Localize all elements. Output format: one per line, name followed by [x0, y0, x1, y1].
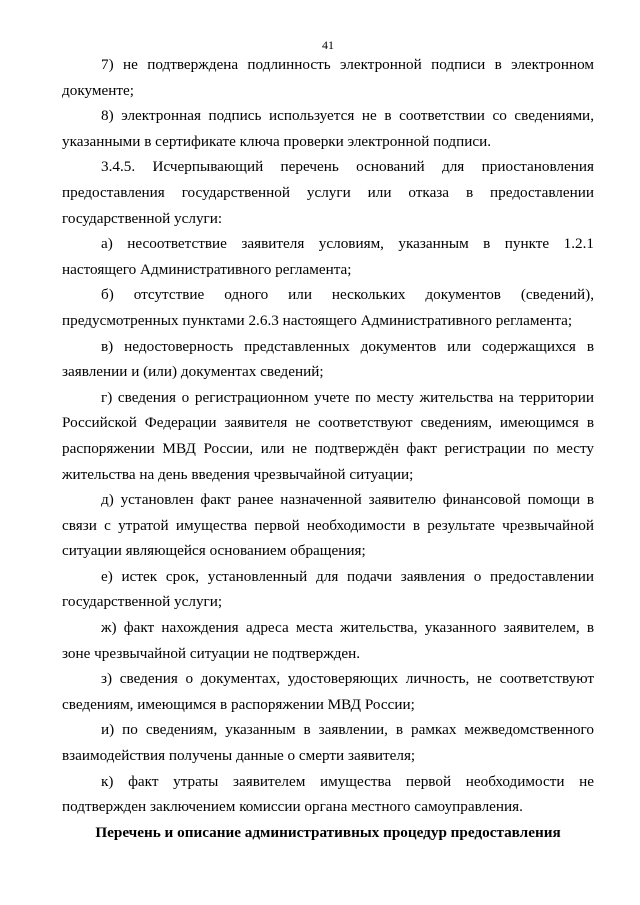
page-number: 41 [322, 38, 334, 52]
paragraph-item-e: е) истек срок, установленный для подачи заявления о предоставлении государственной услуги; [62, 567, 594, 611]
paragraph-item-v: в) недостоверность представленных документов или содержащихся в заявлении и (или) документах сведений; [62, 337, 594, 381]
paragraph-item-b: б) отсутствие одного или нескольких документов (сведений), предусмотренных пунктами 2.6.3 настоящего Административного регламента; [62, 286, 594, 329]
paragraph-item-d: д) установлен факт ранее назначенной заявителю финансовой помощи в связи с утратой имущества первой необходимости в результате чрезвычайной ситуации являющейся основанием обращения; [62, 491, 594, 560]
paragraph-item-g: г) сведения о регистрационном учете по месту жительства на территории Российской Федерации заявителя не соответствуют сведениям, имеющимся в распоряжении МВД России, или не подтверждён факт регистрации по месту жительства на день введения чрезвычайной ситуации; [62, 388, 594, 483]
paragraph-item-i: и) по сведениям, указанным в заявлении, в рамках межведомственного взаимодействия получены данные о смерти заявителя; [62, 721, 594, 765]
paragraph-item-8: 8) электронная подпись используется не в соответствии со сведениями, указанными в сертификате ключа проверки электронной подписи. [62, 107, 594, 150]
section-heading: Перечень и описание административных процедур предоставления [95, 823, 561, 841]
document-page [62, 0, 594, 905]
paragraph-3-4-5: 3.4.5. Исчерпывающий перечень оснований для приостановления предоставления государственной услуги или отказа в предоставлении государственной услуги: [62, 158, 594, 227]
paragraph-item-zh: ж) факт нахождения адреса места жительства, указанного заявителем, в зоне чрезвычайной ситуации не подтвержден. [62, 619, 594, 662]
paragraph-item-a: а) несоответствие заявителя условиям, указанным в пункте 1.2.1 настоящего Административного регламента; [62, 235, 594, 278]
paragraph-item-z: з) сведения о документах, удостоверяющих личность, не соответствуют сведениям, имеющимся в распоряжении МВД России; [62, 670, 594, 713]
paragraph-item-7: 7) не подтверждена подлинность электронной подписи в электронном документе; [62, 56, 594, 99]
document-body [62, 52, 594, 845]
paragraph-item-k: к) факт утраты заявителем имущества первой необходимости не подтвержден заключением комиссии органа местного самоуправления. [62, 772, 594, 816]
